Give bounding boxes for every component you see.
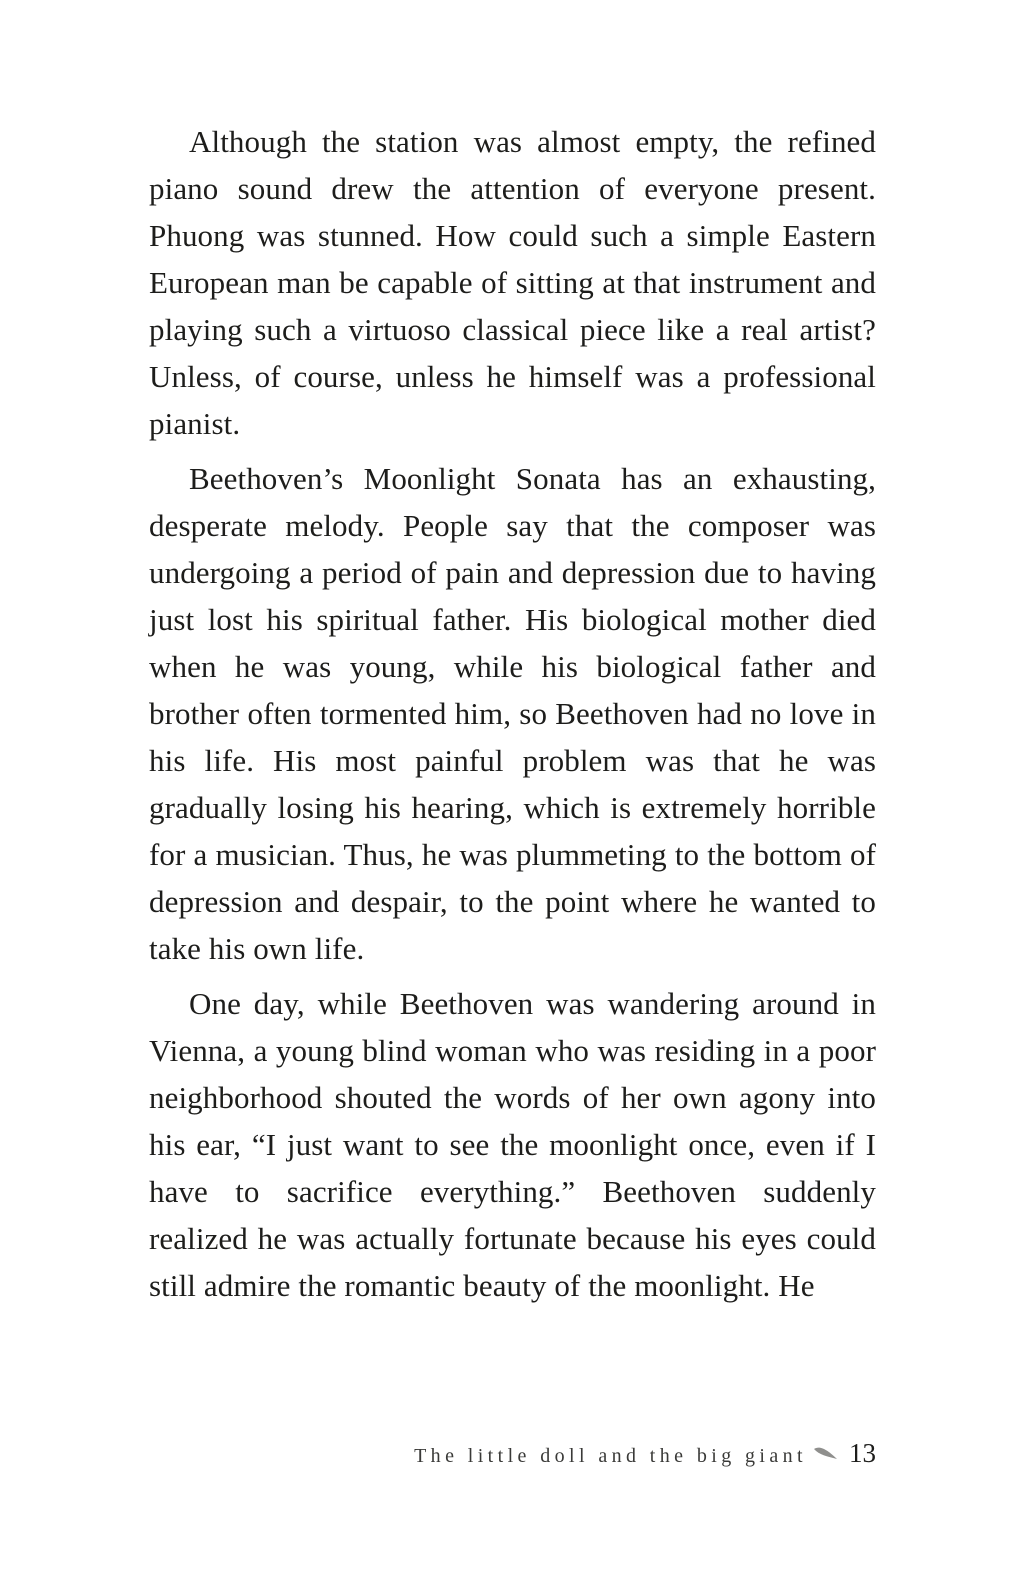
paragraph-3: One day, while Beethoven was wandering around in Vienna, a young blind woman who was residing in a poor neighborhood shouted the words of her own agony into his ear, “I just want to see the moonlight once, even if I have to sacrifice everything.” Beethoven suddenly realized he was actually fortunate because his eyes could still admire the romantic beauty of the moonlight. He [149, 986, 876, 1303]
paragraph-2: Beethoven’s Moonlight Sonata has an exhausting, desperate melody. People say that the composer was undergoing a period of pain and depression due to having just lost his spiritual father. His biological mother died when he was young, while his biological father and brother often tormented him, so Beethoven had no love in his life. His most painful problem was that he was gradually losing his hearing, which is extremely horrible for a musician. Thus, he was plummeting to the bottom of depression and despair, to the point where he wanted to take his own life. [149, 461, 876, 966]
leaf-ornament-icon [813, 1446, 839, 1461]
paragraph-1: Although the station was almost empty, the refined piano sound drew the attention of everyone present. Phuong was stunned. How could such a simple Eastern European man be capable of sitting at that instrument and playing such a virtuoso classical piece like a real artist? Unless, of course, unless he himself was a professional pianist. [149, 124, 876, 441]
page-text [149, 118, 876, 1317]
running-title: The little doll and the big giant [414, 1445, 807, 1467]
page-footer [149, 1438, 876, 1469]
page-number: 13 [849, 1438, 876, 1468]
